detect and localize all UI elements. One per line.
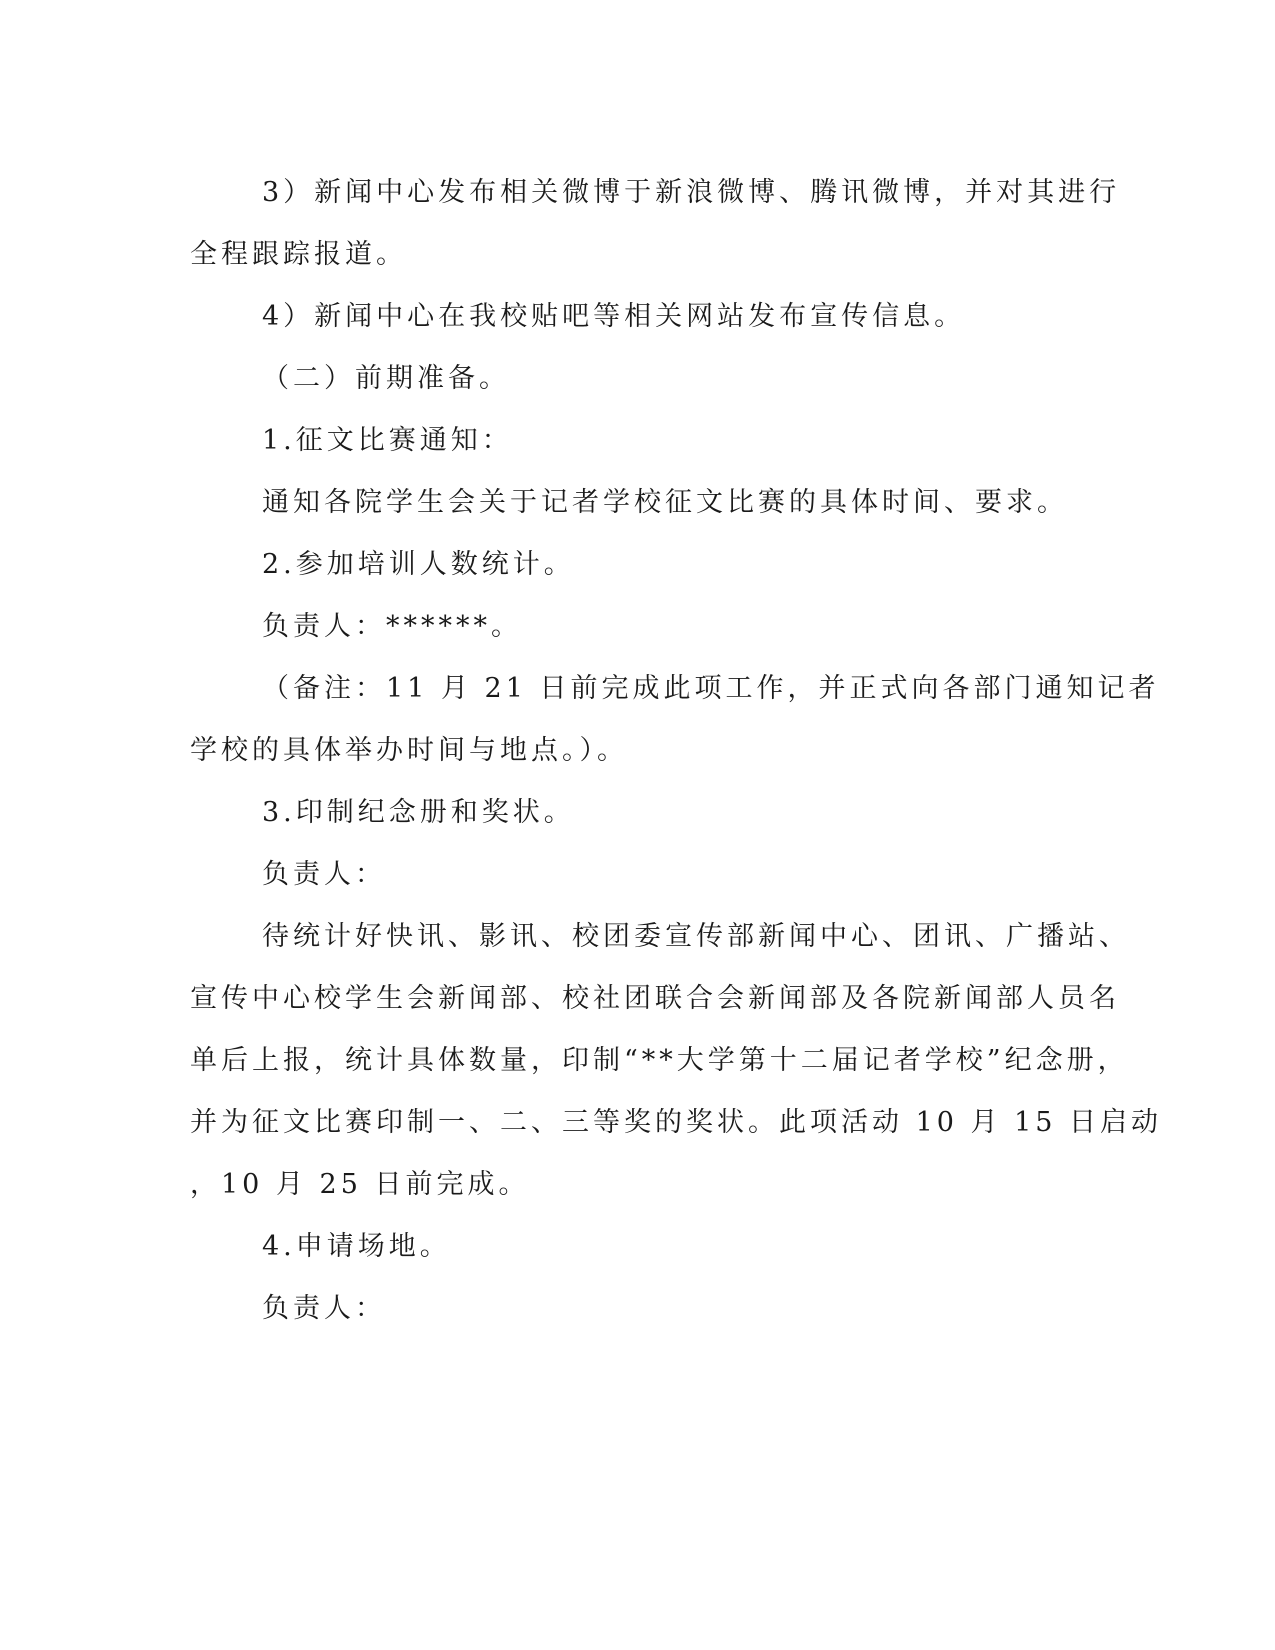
paragraph-line: 4）新闻中心在我校贴吧等相关网站发布宣传信息。: [262, 301, 966, 332]
note-line: （备注：11 月 21 日前完成此项工作，并正式向各部门通知记者: [262, 673, 1160, 704]
responsible-person: 负责人：: [262, 859, 386, 890]
paragraph-line: 单后上报，统计具体数量，印制“**大学第十二届记者学校”纪念册，: [190, 1045, 1129, 1076]
paragraph-line: 全程跟踪报道。: [190, 239, 407, 270]
item-heading: 3.印制纪念册和奖状。: [262, 797, 575, 828]
paragraph-line: ，10 月 25 日前完成。: [190, 1169, 530, 1200]
paragraph-line: 3）新闻中心发布相关微博于新浪微博、腾讯微博，并对其进行: [262, 177, 1121, 208]
responsible-person: 负责人：: [262, 1293, 386, 1324]
paragraph-line: 宣传中心校学生会新闻部、校社团联合会新闻部及各院新闻部人员名: [190, 983, 1120, 1014]
item-heading: 1.征文比赛通知：: [262, 425, 513, 456]
item-heading: 4.申请场地。: [262, 1231, 451, 1262]
section-heading: （二）前期准备。: [262, 363, 510, 394]
paragraph-line: 并为征文比赛印制一、二、三等奖的奖状。此项活动 10 月 15 日启动: [190, 1107, 1163, 1138]
item-heading: 2.参加培训人数统计。: [262, 549, 575, 580]
document-body: [190, 162, 1163, 1340]
paragraph-line: 待统计好快讯、影讯、校团委宣传部新闻中心、团讯、广播站、: [262, 921, 1130, 952]
responsible-person: 负责人：******。: [262, 611, 522, 642]
paragraph-line: 通知各院学生会关于记者学校征文比赛的具体时间、要求。: [262, 487, 1068, 518]
note-line: 学校的具体举办时间与地点。）。: [190, 735, 628, 766]
